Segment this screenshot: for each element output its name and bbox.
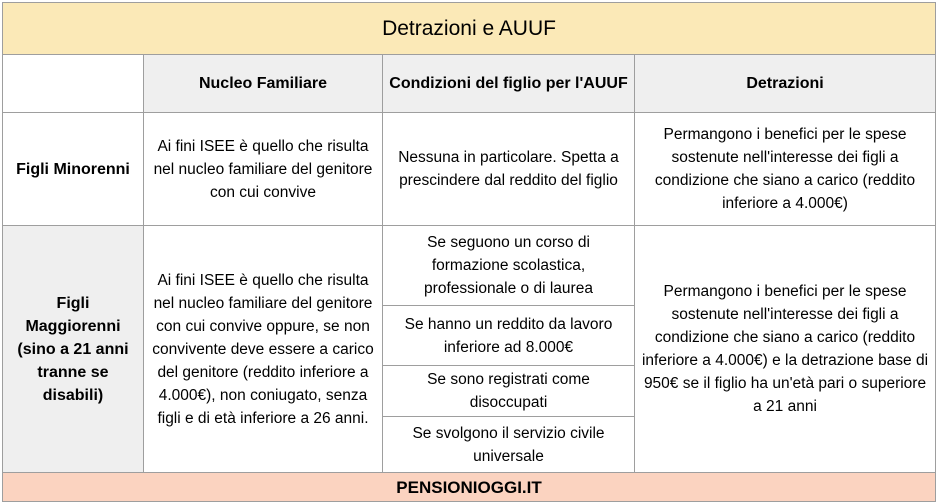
- footer-brand: PENSIONIOGGI.IT: [3, 473, 936, 502]
- maggiorenni-condizione-3: Se sono registrati come disoccupati: [383, 366, 635, 417]
- maggiorenni-condizione-1: Se seguono un corso di formazione scolastica, professionale o di laurea: [383, 226, 635, 306]
- header-detrazioni: Detrazioni: [635, 55, 936, 113]
- minorenni-detrazioni: Permangono i benefici per le spese sostenute nell'interesse dei figli a condizione che siano a carico (reddito inferiore a 4.000€): [635, 113, 936, 226]
- header-nucleo: Nucleo Familiare: [144, 55, 383, 113]
- table-title: Detrazioni e AUUF: [3, 3, 936, 55]
- header-empty-cell: [3, 55, 144, 113]
- detrazioni-table: [2, 2, 936, 502]
- minorenni-condizioni: Nessuna in particolare. Spetta a prescindere dal reddito del figlio: [383, 113, 635, 226]
- header-condizioni: Condizioni del figlio per l'AUUF: [383, 55, 635, 113]
- row-label-minorenni: Figli Minorenni: [3, 113, 144, 226]
- title-row: [3, 3, 936, 55]
- maggiorenni-condizione-4: Se svolgono il servizio civile universale: [383, 417, 635, 473]
- maggiorenni-detrazioni: Permangono i benefici per le spese sostenute nell'interesse dei figli a condizione che siano a carico (reddito inferiore a 4.000€) e la detrazione base di 950€ se il figlio ha un'età pari o superiore a 21 anni: [635, 226, 936, 473]
- minorenni-nucleo: Ai fini ISEE è quello che risulta nel nucleo familiare del genitore con cui convive: [144, 113, 383, 226]
- maggiorenni-nucleo: Ai fini ISEE è quello che risulta nel nucleo familiare del genitore con cui convive oppure, se non convivente deve essere a carico del genitore (reddito inferiore a 4.000€), non coniugato, senza figli e di età inferiore a 26 anni.: [144, 226, 383, 473]
- header-row: [3, 55, 936, 113]
- row-maggiorenni-1: [3, 226, 936, 306]
- footer-row: [3, 473, 936, 502]
- maggiorenni-condizione-2: Se hanno un reddito da lavoro inferiore ad 8.000€: [383, 306, 635, 366]
- row-minorenni: [3, 113, 936, 226]
- row-label-maggiorenni: Figli Maggiorenni (sino a 21 anni tranne se disabili): [3, 226, 144, 473]
